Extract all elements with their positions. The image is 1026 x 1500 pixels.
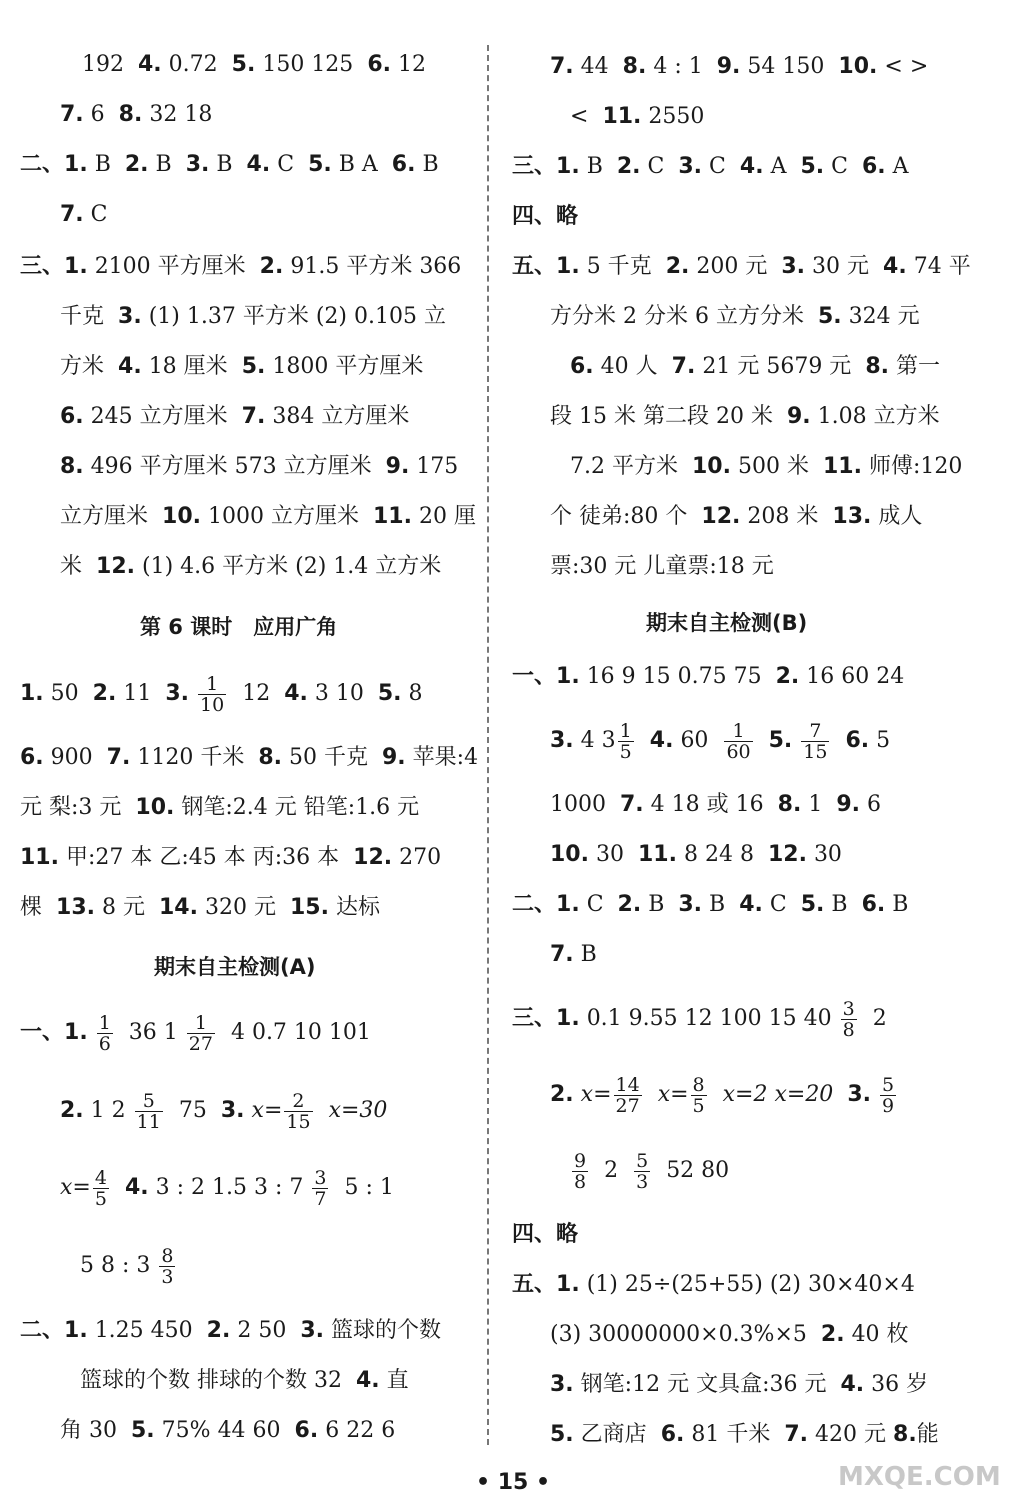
answer-line: x= $\frac{4}{5}$ 4. 3 : 2 1.5 3 : 7 $\frac{3}{7}$ 5 : 1 (60, 1166, 394, 1210)
fraction: $\frac{5}{9}$ (881, 1073, 895, 1117)
answer-line: 5 8 : 3 $\frac{8}{3}$ (80, 1244, 174, 1288)
answer-line: 2. 1 2 $\frac{5}{11}$ 75 3. x= $\frac{2}{15}$ x=30 (60, 1089, 388, 1133)
answer-line: 米 12. (1) 4.6 平方米 (2) 1.4 立方米 (60, 554, 442, 579)
answer-line: 6. 245 立方厘米 7. 384 立方厘米 (60, 404, 410, 429)
answer-line: 棵 13. 8 元 14. 320 元 15. 达标 (20, 895, 380, 920)
answer-line: 1000 7. 4 18 或 16 8. 1 9. 6 (550, 792, 881, 817)
answer-line: 篮球的个数 排球的个数 32 4. 直 (80, 1368, 409, 1393)
answer-line: 五、1. (1) 25÷(25+55) (2) 30×40×4 (512, 1272, 915, 1297)
answer-line: 立方厘米 10. 1000 立方厘米 11. 20 厘 (60, 504, 476, 529)
fraction: $\frac{4}{5}$ (94, 1166, 107, 1210)
answer-line: 一、1. $\frac{1}{6}$ 36 1 $\frac{1}{27}$ 4 0.7 10 101 (20, 1011, 371, 1055)
answer-line: 元 梨:3 元 10. 钢笔:2.4 元 铅笔:1.6 元 (20, 795, 420, 820)
answer-line: 一、1. 16 9 15 0.75 75 2. 16 60 24 (512, 664, 905, 689)
answer-line: 千克 3. (1) 1.37 平方米 (2) 0.105 立 (60, 304, 446, 329)
watermark: MXQE.COM (838, 1462, 1001, 1492)
fraction: $\frac{9}{8}$ (574, 1149, 587, 1193)
answer-line: 四、略 (512, 1222, 579, 1247)
fraction: $\frac{8}{3}$ (161, 1244, 174, 1288)
answer-line: 2. x= $\frac{14}{27}$ x= $\frac{8}{5}$ x=2 x=20 3. $\frac{5}{9}$ (550, 1073, 895, 1117)
answer-line: 1. 50 2. 11 3. $\frac{1}{10}$ 12 4. 3 10 5. 8 (20, 672, 423, 716)
fraction: $\frac{7}{15}$ (803, 719, 828, 763)
answer-line: $\frac{9}{8}$ 2 $\frac{5}{3}$ 52 80 (574, 1149, 730, 1193)
answer-line: 7. C (60, 202, 108, 227)
page-number: • 15 • (475, 1470, 551, 1495)
fraction: $\frac{5}{11}$ (136, 1089, 161, 1133)
fraction: $\frac{8}{5}$ (692, 1073, 705, 1117)
answer-line: 7.2 平方米 10. 500 米 11. 师傅:120 (570, 454, 963, 479)
answer-line: 10. 30 11. 8 24 8 12. 30 (550, 842, 842, 867)
answer-line: 192 4. 0.72 5. 150 125 6. 12 (82, 52, 426, 77)
fraction: $\frac{1}{60}$ (726, 719, 751, 763)
fraction: $\frac{1}{5}$ (619, 719, 632, 763)
section-heading: 期末自主检测(A) (154, 955, 316, 979)
answer-line: 三、1. 2100 平方厘米 2. 91.5 平方米 366 (20, 254, 462, 279)
answer-line: 方分米 2 分米 6 立方分米 5. 324 元 (550, 304, 920, 329)
answer-line: 四、略 (512, 204, 579, 229)
answer-line: < 11. 2550 (570, 104, 705, 129)
fraction: $\frac{3}{8}$ (842, 997, 855, 1041)
answer-line: 5. 乙商店 6. 81 千米 7. 420 元 8.能 (550, 1422, 939, 1447)
answer-line: 7. 6 8. 32 18 (60, 102, 213, 127)
answer-line: 7. 44 8. 4 : 1 9. 54 150 10. < > (550, 54, 929, 79)
answer-line: 方米 4. 18 厘米 5. 1800 平方厘米 (60, 354, 424, 379)
answer-line: 三、1. 0.1 9.55 12 100 15 40 $\frac{3}{8}$ 2 (512, 997, 887, 1041)
section-heading: 第 6 课时 应用广角 (140, 615, 338, 639)
fraction: $\frac{1}{10}$ (200, 672, 225, 716)
fraction: $\frac{1}{6}$ (98, 1011, 111, 1055)
answer-line: 票:30 元 儿童票:18 元 (550, 554, 774, 579)
answer-line: 3. 钢笔:12 元 文具盒:36 元 4. 36 岁 (550, 1372, 929, 1397)
answer-line: 三、1. B 2. C 3. C 4. A 5. C 6. A (512, 154, 909, 179)
column-divider (487, 45, 489, 1445)
fraction: $\frac{14}{27}$ (615, 1073, 640, 1117)
answer-line: 11. 甲:27 本 乙:45 本 丙:36 本 12. 270 (20, 845, 442, 870)
answer-line: 二、1. B 2. B 3. B 4. C 5. B A 6. B (20, 152, 439, 177)
answer-line: (3) 30000000×0.3%×5 2. 40 枚 (550, 1322, 909, 1347)
fraction: $\frac{3}{7}$ (314, 1166, 327, 1210)
answer-line: 7. B (550, 942, 597, 967)
fraction: $\frac{2}{15}$ (286, 1089, 311, 1133)
answer-line: 8. 496 平方厘米 573 立方厘米 9. 175 (60, 454, 459, 479)
answer-line: 角 30 5. 75% 44 60 6. 6 22 6 (60, 1418, 396, 1443)
section-heading: 期末自主检测(B) (646, 611, 808, 635)
answer-line: 五、1. 5 千克 2. 200 元 3. 30 元 4. 74 平 (512, 254, 971, 279)
answer-line: 6. 900 7. 1120 千米 8. 50 千克 9. 苹果:4 (20, 745, 479, 770)
fraction: $\frac{5}{3}$ (636, 1149, 649, 1193)
fraction: $\frac{1}{27}$ (188, 1011, 213, 1055)
answer-line: 二、1. 1.25 450 2. 2 50 3. 篮球的个数 (20, 1318, 441, 1343)
answer-line: 二、1. C 2. B 3. B 4. C 5. B 6. B (512, 892, 909, 917)
answer-line: 3. 4 3 $\frac{1}{5}$ 4. 60 $\frac{1}{60}$ 5. $\frac{7}{15}$ 6. 5 (550, 719, 891, 763)
answer-line: 个 徒弟:80 个 12. 208 米 13. 成人 (550, 504, 923, 529)
answer-line: 6. 40 人 7. 21 元 5679 元 8. 第一 (570, 354, 940, 379)
answer-line: 段 15 米 第二段 20 米 9. 1.08 立方米 (550, 404, 940, 429)
